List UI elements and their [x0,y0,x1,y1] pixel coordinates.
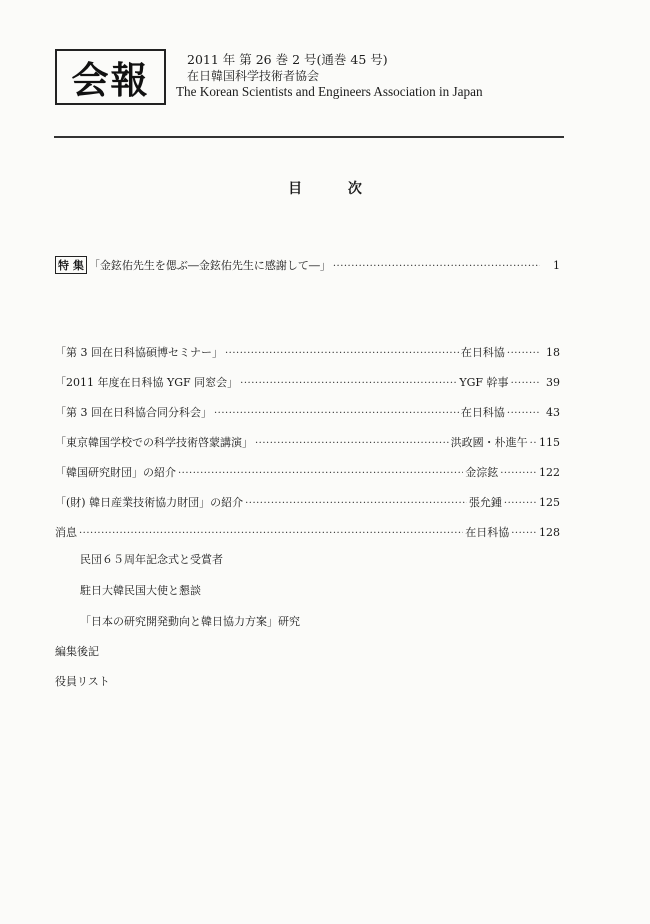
officers-list[interactable]: 役員リスト [55,675,110,688]
feature-badge: 特 集 [55,256,87,274]
leader-dots [255,438,449,449]
entry-title: 「2011 年度在日科協 YGF 同窓会」 [55,376,239,389]
leader-dots [214,408,459,419]
leader-dots-short: ········· [506,348,540,359]
header-rule [54,136,564,138]
entry-author: 在日科協 [460,346,505,359]
entry-author: 張允鍾 [468,496,502,509]
leader-dots-short: ·· [529,438,537,449]
entry-title: 「韓国研究財団」の紹介 [55,466,176,479]
news-item: 駐日大韓民国大使と懇談 [80,584,201,597]
toc-feature-entry[interactable] [55,256,560,272]
editor-note[interactable]: 編集後記 [55,645,99,658]
leader-dots-short: ········· [506,408,540,419]
entry-author: 洪政國・朴進午 [450,436,528,449]
feature-page: 1 [553,259,560,272]
entry-title: 「東京韓国学校での科学技術啓蒙講演」 [55,436,253,449]
leader-dots-short: ········· [503,498,537,509]
feature-title: 「金鉉佑先生を偲ぶ―金鉉佑先生に感謝して―」 [88,259,331,272]
entry-page: 39 [546,376,560,389]
leader-dots-short: ······· [511,528,537,539]
leader-dots-short: ········ [510,378,540,389]
leader-dots [225,348,459,359]
leader-dots [333,261,540,272]
leader-dots [245,498,467,509]
logo-text: 会報 [71,59,150,102]
entry-page: 18 [546,346,560,359]
entry-page: 115 [539,436,560,449]
entry-author: 在日科協 [460,406,505,419]
leader-dots-short: ·········· [500,468,537,479]
toc-entry[interactable] [55,374,560,390]
entry-title: 「第 3 回在日科協合同分科会」 [55,406,212,419]
entry-page: 122 [539,466,560,479]
leader-dots [240,378,457,389]
entry-page: 43 [546,406,560,419]
toc-title [0,178,650,198]
leader-dots [178,468,463,479]
toc-title-char-2: 次 [347,181,362,197]
toc-entry[interactable] [55,434,560,450]
toc-entry[interactable] [55,344,560,360]
entry-title: 「(財) 韓日産業技術協力財団」の紹介 [55,496,244,509]
entry-page: 125 [539,496,560,509]
news-item: 「日本の研究開発動向と韓日協力方案」研究 [80,615,300,628]
entry-author: YGF 幹事 [459,376,509,389]
toc-entry[interactable] [55,524,560,540]
leader-dots [79,528,463,539]
toc-entry[interactable] [55,494,560,510]
toc-entry[interactable] [55,464,560,480]
entry-title: 消息 [55,526,77,539]
org-name-ja: 在日韓国科学技術者協会 [187,69,320,83]
logo-box [55,49,166,105]
entry-author: 金淙鉉 [465,466,499,479]
entry-page: 128 [539,526,560,539]
toc-title-char-1: 目 [288,181,303,197]
org-name-en: The Korean Scientists and Engineers Association in Japan [176,84,483,99]
news-item: 民団６５周年記念式と受賞者 [80,553,223,566]
issue-info: 2011 年 第 26 巻 2 号(通巻 45 号) [187,52,388,67]
entry-author: 在日科協 [465,526,510,539]
toc-entry[interactable] [55,404,560,420]
entry-title: 「第 3 回在日科協碩博セミナー」 [55,346,223,359]
